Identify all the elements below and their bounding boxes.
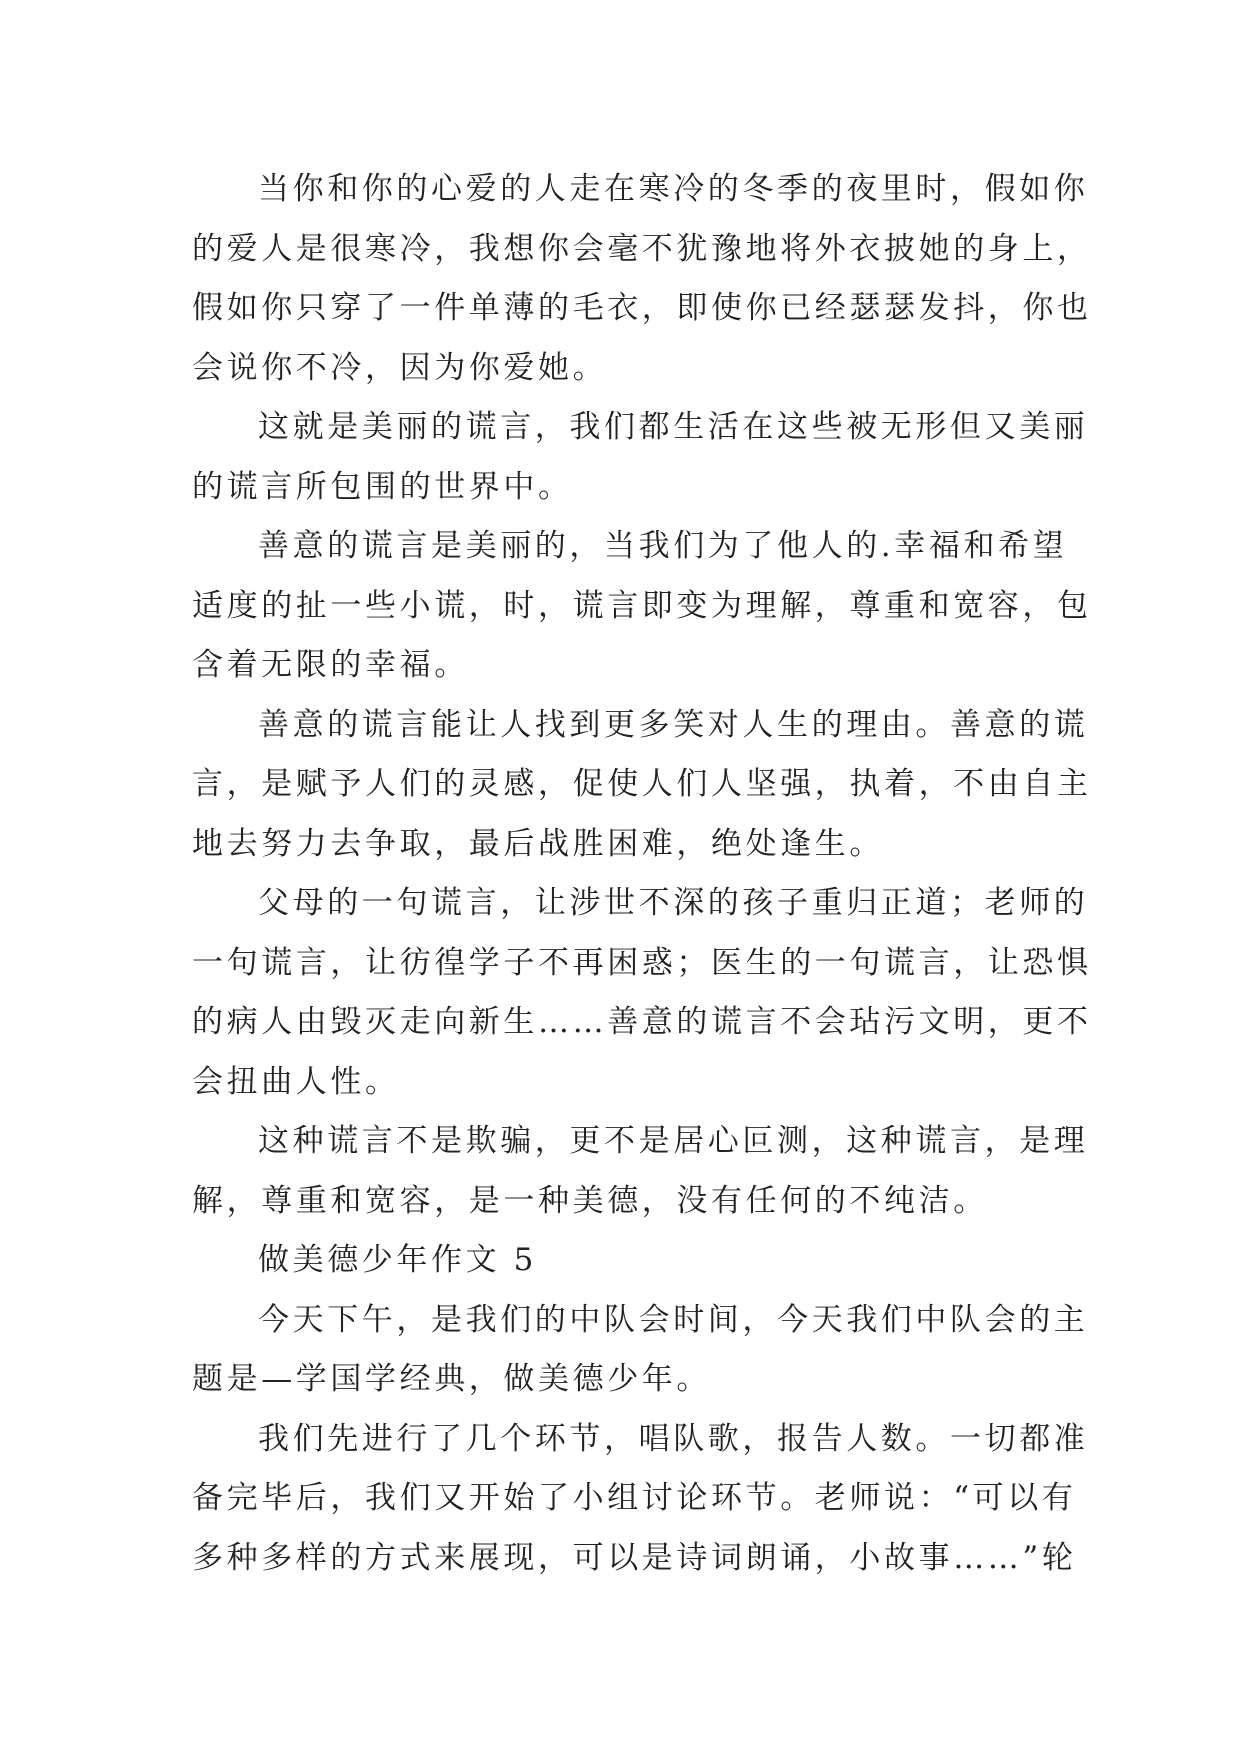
text-line: 的谎言所包围的世界中。: [192, 468, 573, 505]
text-line: 假如你只穿了一件单薄的毛衣，即使你已经瑟瑟发抖，你也: [192, 290, 1092, 326]
text-line: 这种谎言不是欺骗，更不是居心叵测，这种谎言，是理: [258, 1123, 1089, 1159]
text-line: 多种多样的方式来展现，可以是诗词朗诵，小故事……”轮: [192, 1539, 1077, 1576]
section-heading: 做美德少年作文 5: [258, 1242, 537, 1278]
text-line: 今天下午，是我们的中队会时间，今天我们中队会的主: [258, 1301, 1089, 1338]
body-text: [192, 160, 1092, 1588]
text-line: 解，尊重和宽容，是一种美德，没有任何的不纯洁。: [192, 1182, 988, 1219]
text-line: 一句谎言，让彷徨学子不再困惑；医生的一句谎言，让恐惧: [192, 944, 1092, 981]
text-line: 善意的谎言是美丽的，当我们为了他人的.幸福和希望: [258, 528, 1068, 564]
text-line: 会扭曲人性。: [192, 1063, 400, 1100]
text-line: 这就是美丽的谎言，我们都生活在这些被无形但又美丽: [258, 409, 1089, 445]
text-line: 适度的扯一些小谎，时，谎言即变为理解，尊重和宽容，包: [192, 587, 1092, 624]
text-line: 含着无限的幸福。: [192, 647, 469, 683]
text-line: 当你和你的心爱的人走在寒冷的冬季的夜里时，假如你: [258, 171, 1089, 207]
text-line: 会说你不冷，因为你爱她。: [192, 349, 608, 386]
text-line: 我们先进行了几个环节，唱队歌，报告人数。一切都准: [258, 1420, 1089, 1457]
text-line: 地去努力去争取，最后战胜困难，绝处逢生。: [192, 825, 884, 862]
text-line: 善意的谎言能让人找到更多笑对人生的理由。善意的谎: [258, 706, 1089, 743]
text-line: 的病人由毁灭走向新生……善意的谎言不会玷污文明，更不: [192, 1004, 1092, 1040]
text-line: 父母的一句谎言，让涉世不深的孩子重归正道；老师的: [258, 885, 1089, 921]
text-line: 的爱人是很寒冷，我想你会毫不犹豫地将外衣披她的身上，: [192, 230, 1092, 267]
text-line: 言，是赋予人们的灵感，促使人们人坚强，执着，不由自主: [192, 766, 1092, 802]
text-line: 备完毕后，我们又开始了小组讨论环节。老师说：“可以有: [192, 1480, 1077, 1516]
text-line: 题是—学国学经典，做美德少年。: [192, 1361, 711, 1397]
